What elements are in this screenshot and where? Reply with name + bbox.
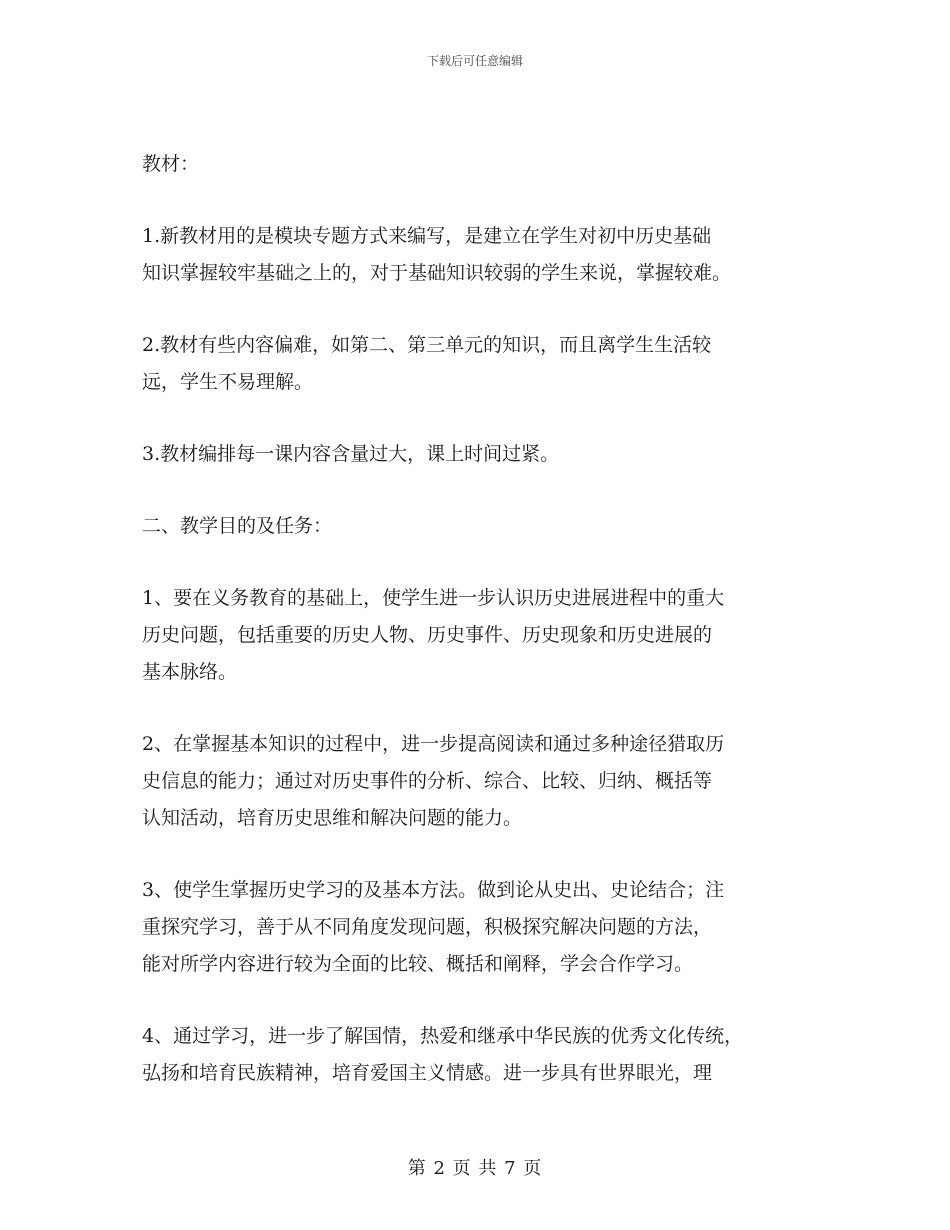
paragraph-line: 教材： (142, 153, 200, 175)
paragraph-item-3 (142, 436, 822, 473)
paragraph-line: 1、要在义务教育的基础上，使学生进一步认识历史进展进程中的重大 (142, 587, 725, 609)
document-body (142, 146, 822, 1127)
paragraph-line: 历史问题，包括重要的历史人物、历史事件、历史现象和历史进展的 (142, 624, 713, 646)
page-number-footer: 第 2 页 共 7 页 (407, 1158, 543, 1179)
goal-item-3 (142, 872, 822, 983)
paragraph-line: 2.教材有些内容偏难，如第二、第三单元的知识，而且离学生生活较 (142, 334, 712, 356)
paragraph-line: 1.新教材用的是模块专题方式来编写，是建立在学生对初中历史基础 (142, 225, 712, 247)
section-heading-goals (142, 508, 822, 545)
paragraph-line: 弘扬和培育民族精神，培育爱国主义情感。进一步具有世界眼光，理 (142, 1062, 713, 1084)
paragraph-line: 基本脉络。 (142, 661, 238, 683)
paragraph-item-2 (142, 327, 822, 401)
paragraph-line: 史信息的能力；通过对历史事件的分析、综合、比较、归纳、概括等 (142, 770, 713, 792)
page-header: 下载后可任意编辑 (426, 54, 523, 68)
paragraph-line: 远，学生不易理解。 (142, 371, 314, 393)
paragraph-line: 2、在掌握基本知识的过程中，进一步提高阅读和通过多种途径猎取历 (142, 733, 725, 755)
goal-item-1 (142, 580, 822, 691)
section-heading-textbook (142, 146, 822, 183)
paragraph-item-1 (142, 218, 822, 292)
paragraph-line: 重探究学习，善于从不同角度发现问题，积极探究解决问题的方法， (142, 916, 713, 938)
paragraph-line: 3、使学生掌握历史学习的及基本方法。做到论从史出、史论结合；注 (142, 879, 725, 901)
paragraph-line: 二、教学目的及任务： (142, 515, 333, 537)
paragraph-line: 3.教材编排每一课内容含量过大，课上时间过紧。 (142, 443, 560, 465)
goal-item-2 (142, 726, 822, 837)
paragraph-line: 4、通过学习，进一步了解国情，热爱和继承中华民族的优秀文化传统， (142, 1025, 744, 1047)
paragraph-line: 能对所学内容进行较为全面的比较、概括和阐释，学会合作学习。 (142, 953, 694, 975)
goal-item-4 (142, 1018, 822, 1092)
paragraph-line: 知识掌握较牢基础之上的，对于基础知识较弱的学生来说，掌握较难。 (142, 262, 732, 284)
paragraph-line: 认知活动，培育历史思维和解决问题的能力。 (142, 807, 523, 829)
